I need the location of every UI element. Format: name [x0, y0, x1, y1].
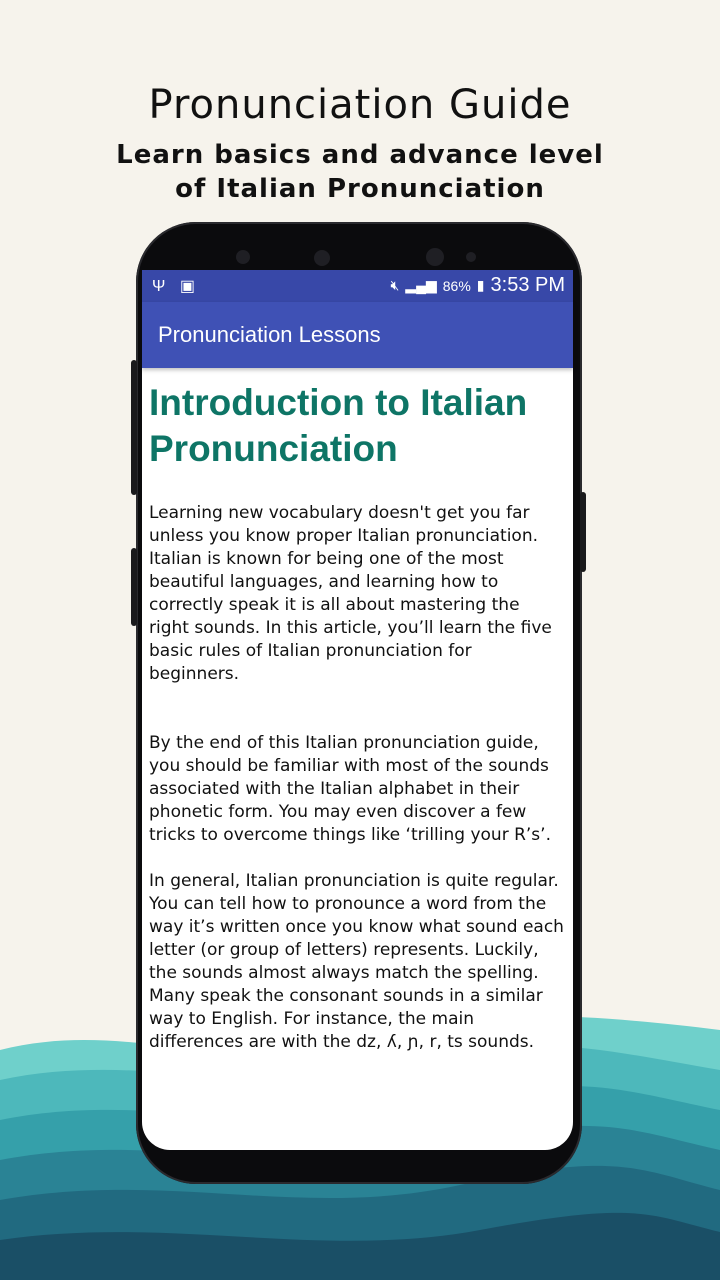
promo-subtitle	[0, 138, 720, 206]
article-paragraph: In general, Italian pronunciation is quite regular. You can tell how to pronounce a word from the way it’s written once you know what sound each letter (or group of letters) represents. Luckily, the sounds almost always match the spelling. Many speak the consonant sounds in a similar way to English. For instance, the main differences are with the dz, ʎ, ɲ, r, ts sounds.	[149, 871, 564, 1052]
phone-screen	[142, 270, 573, 1150]
signal-icon: ▂▄▆	[405, 277, 437, 293]
battery-percent: 86%	[442, 277, 471, 294]
article-content[interactable]	[149, 380, 564, 1052]
camera-dot	[426, 248, 444, 266]
mute-icon: 🔇︎	[390, 277, 400, 293]
battery-charging-icon: ▮	[476, 277, 485, 293]
sensor-dot	[236, 250, 250, 264]
phone-side-button	[131, 360, 137, 495]
promo-subtitle-line1: Learn basics and advance level	[116, 140, 604, 170]
article-heading: Introduction to Italian Pronunciation	[149, 382, 528, 469]
status-time: 3:53 PM	[490, 274, 565, 296]
image-icon: ▣	[179, 278, 195, 295]
app-bar	[142, 302, 573, 368]
promo-subtitle-line2: of Italian Pronunciation	[175, 174, 545, 204]
usb-icon: Ψ	[152, 278, 166, 295]
phone-camera-area	[226, 242, 486, 272]
article-paragraph: By the end of this Italian pronunciation guide, you should be familiar with most of the sounds associated with the Italian alphabet in their phonetic form. You may even discover a few tricks to overcome things like ‘trilling your R’s’.	[149, 733, 551, 845]
phone-side-button	[580, 492, 586, 572]
promo-title: Pronunciation Guide	[148, 82, 572, 128]
app-bar-title: Pronunciation Lessons	[158, 322, 381, 347]
status-bar	[142, 270, 573, 302]
sensor-dot	[466, 252, 476, 262]
article-paragraph: Learning new vocabulary doesn't get you far unless you know proper Italian pronunciation. Italian is known for being one of the most beautiful languages, and learning how to correctly speak it is all about mastering the right sounds. In this article, you’ll learn the five basic rules of Italian pronunciation for beginners.	[149, 503, 552, 684]
phone-side-button	[131, 548, 137, 626]
sensor-dot	[314, 250, 330, 266]
